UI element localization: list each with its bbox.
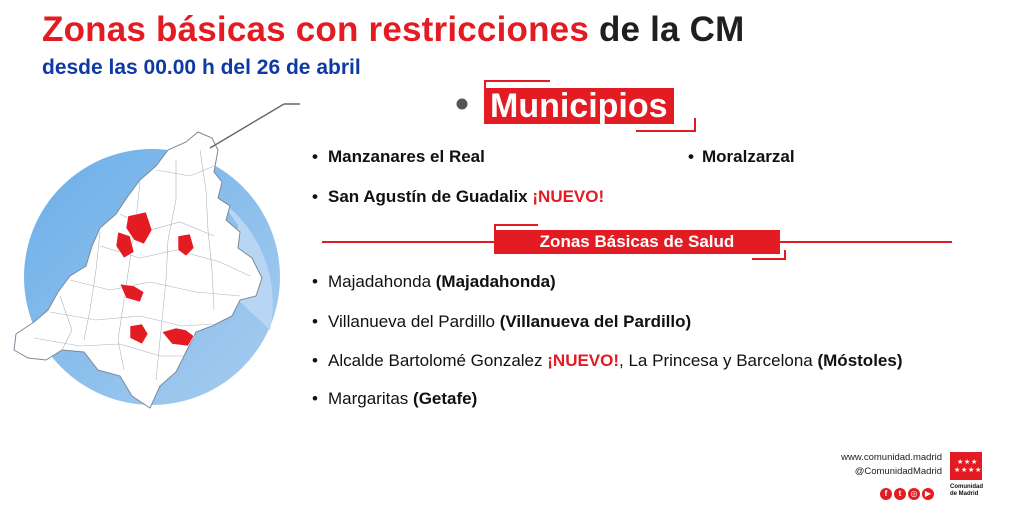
title-red-part: Zonas básicas con restricciones [42,10,589,49]
zona-item: • Alcalde Bartolomé Gonzalez ¡NUEVO!, La Princesa y Barcelona (Móstoles) [312,351,903,370]
new-badge: ¡NUEVO! [547,351,620,370]
municipios-heading: Municipios [484,88,674,124]
social-icons [880,483,936,496]
bullet-icon: • [312,351,318,370]
municipio-item: • San Agustín de Guadalix ¡NUEVO! [312,187,605,206]
bullet-icon: • [688,147,694,166]
heading-frame [694,118,696,132]
twitter-handle[interactable]: @ComunidadMadrid [854,466,942,477]
bullet-icon: • [312,187,318,206]
brand-name: Comunidad de Madrid [950,484,983,497]
pointer-line [210,104,284,148]
heading-frame [494,224,538,226]
municipio-item: • Manzanares el Real [312,147,485,166]
new-badge: ¡NUEVO! [532,187,605,206]
title-dark-part: de la CM [598,10,745,49]
bullet-icon: • [312,272,318,291]
website-link[interactable]: www.comunidad.madrid [841,452,942,463]
heading-frame [636,130,696,132]
pointer-dot [455,97,469,111]
instagram-icon[interactable]: ◎ [908,488,920,500]
zona-item: • Margaritas (Getafe) [312,389,478,408]
heading-frame [784,250,786,260]
municipio-item: • Moralzarzal [688,147,795,166]
facebook-icon[interactable]: f [880,488,892,500]
bullet-icon: • [312,389,318,408]
bullet-icon: • [312,312,318,331]
youtube-icon[interactable]: ▶ [922,488,934,500]
zonas-heading: Zonas Básicas de Salud [494,230,780,254]
heading-frame [484,80,550,82]
bullet-icon: • [312,147,318,166]
comunidad-madrid-flag-logo: ★ ★ ★ ★ ★ ★ ★ [950,452,982,480]
heading-frame [752,258,786,260]
madrid-region-map [0,95,300,435]
twitter-icon[interactable]: t [894,488,906,500]
page-subtitle: desde las 00.00 h del 26 de abril [42,56,361,79]
page-title [42,10,744,50]
zona-item: • Villanueva del Pardillo (Villanueva del Pardillo) [312,312,692,331]
zona-item: • Majadahonda (Majadahonda) [312,272,556,291]
